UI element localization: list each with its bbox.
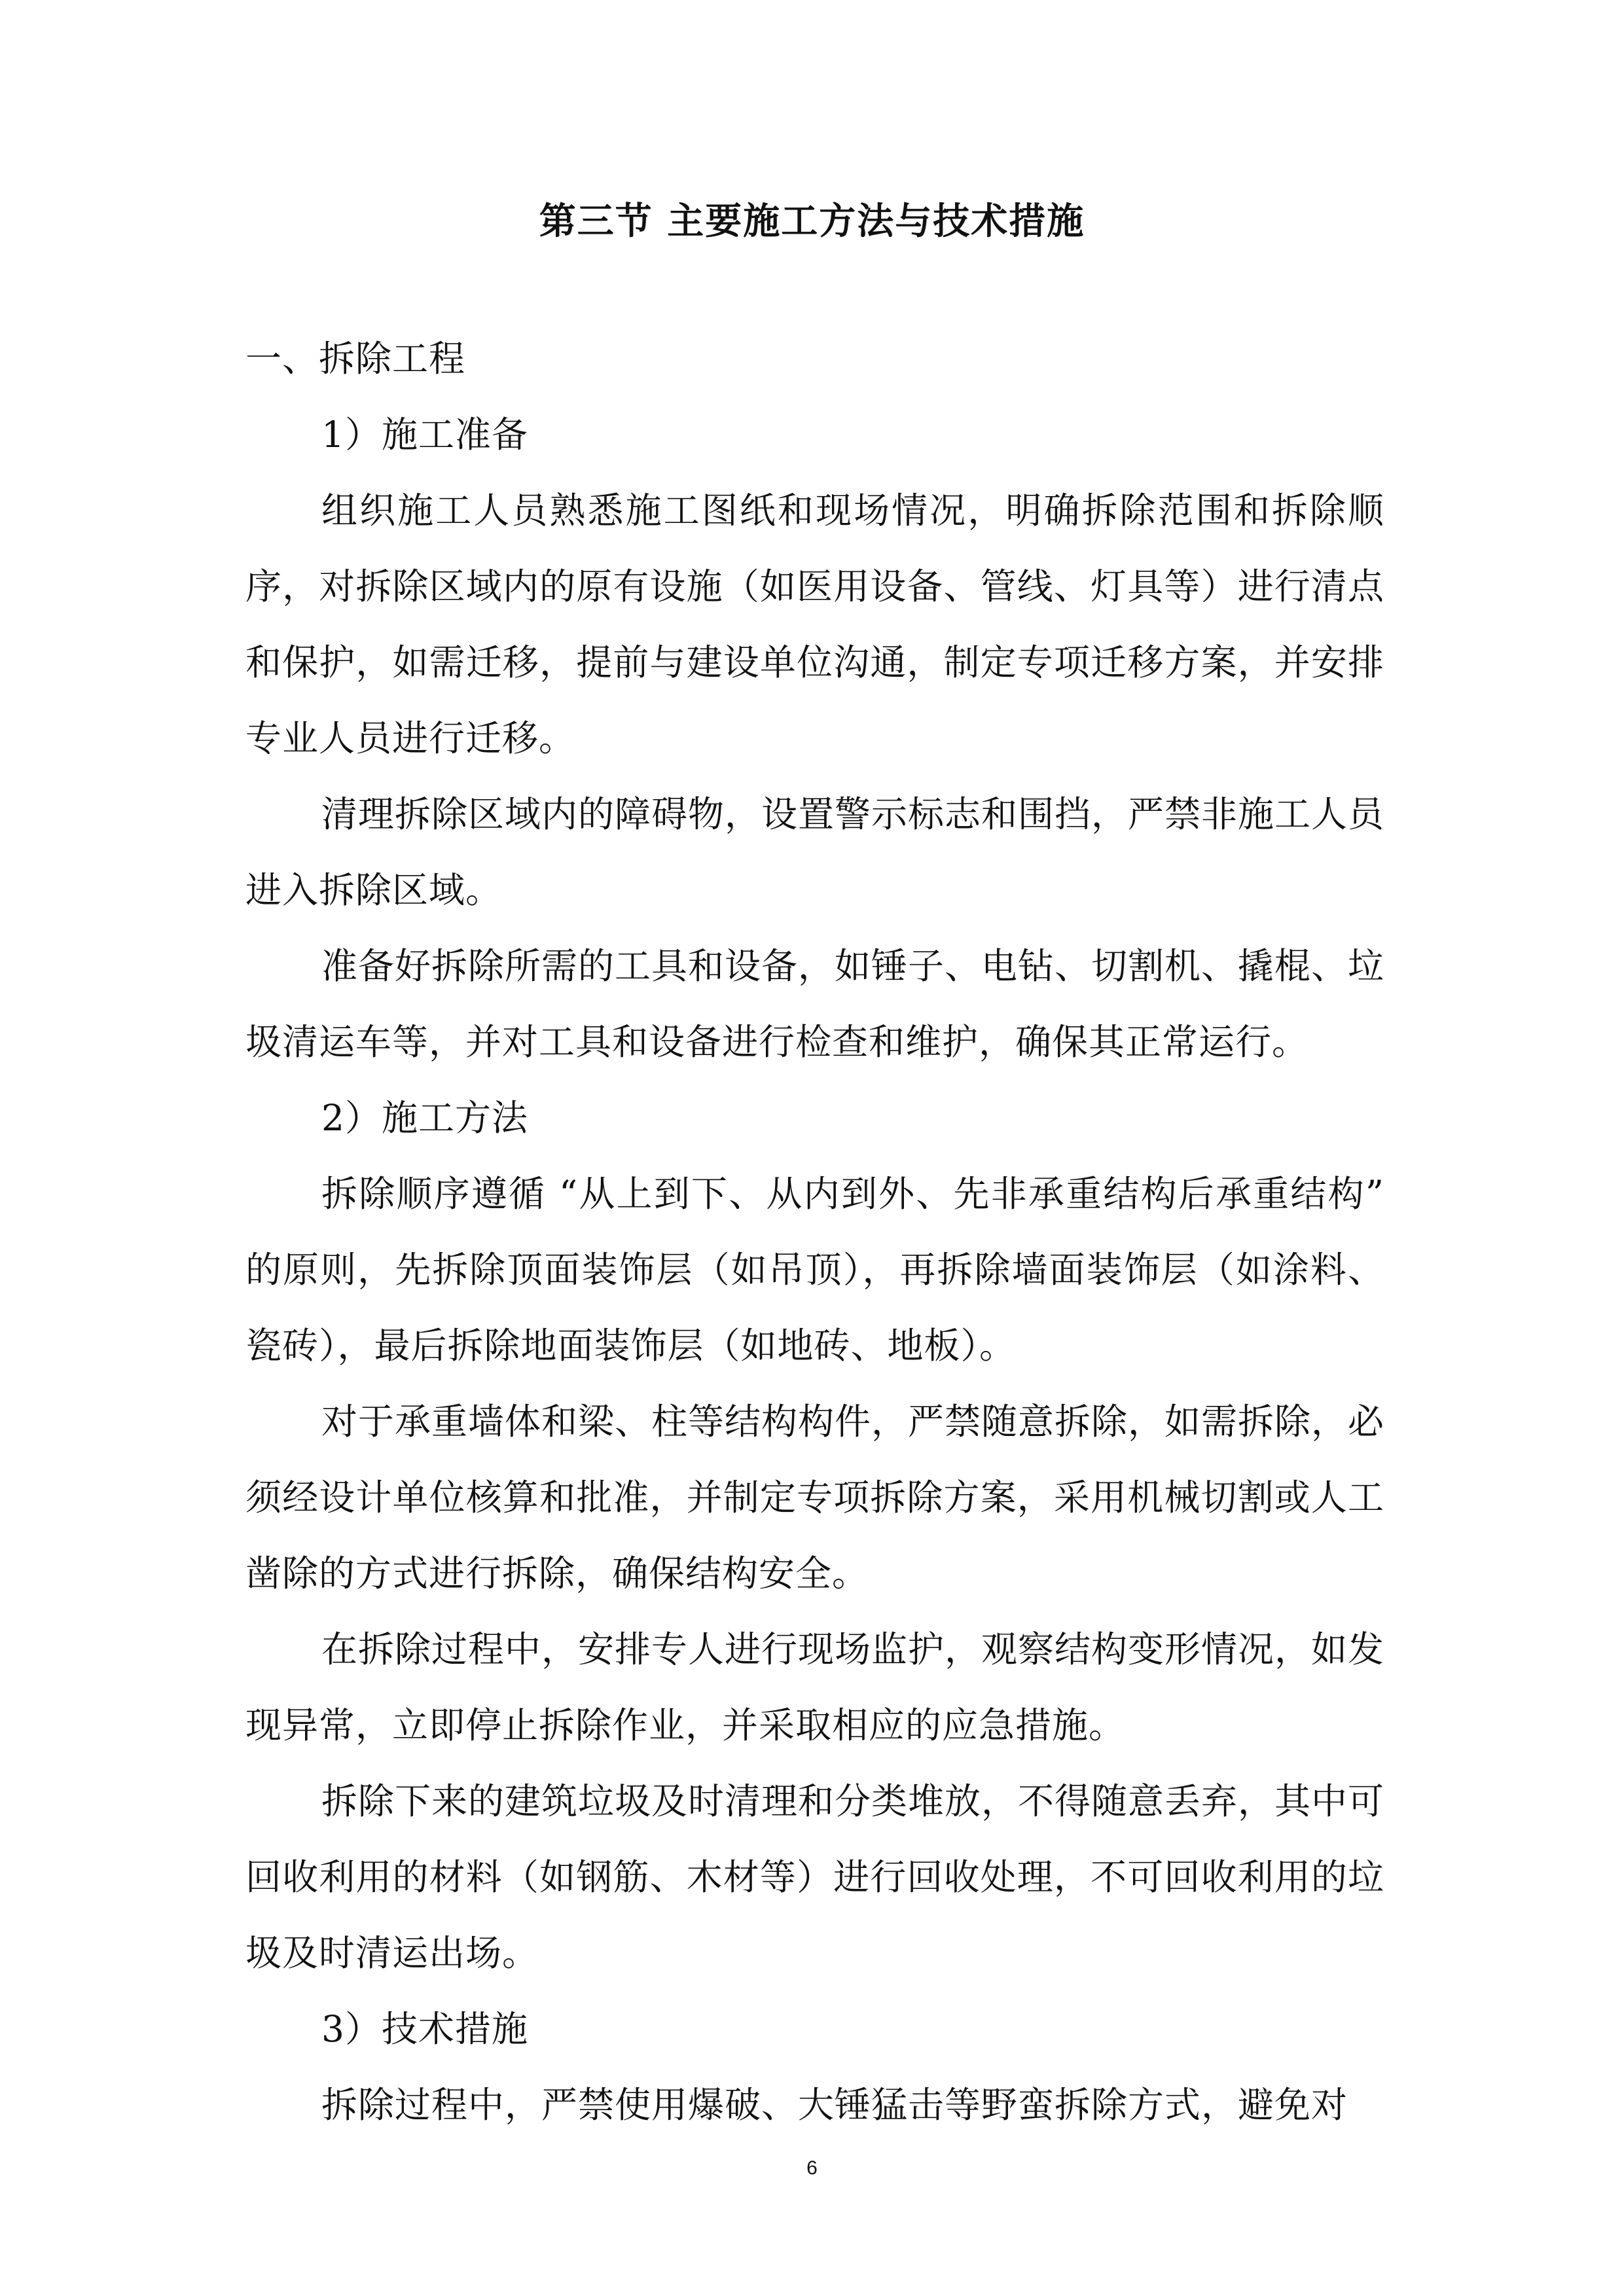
page-number: 6 — [806, 2157, 818, 2179]
paragraph: 拆除下来的建筑垃圾及时清理和分类堆放，不得随意丢弃，其中可回收利用的材料（如钢筋、木材等）进行回收处理，不可回收利用的垃圾及时清运出场。 — [245, 1780, 1385, 1974]
paragraph: 在拆除过程中，安排专人进行现场监护，观察结构变形情况，如发现异常，立即停止拆除作业，并采取相应的应急措施。 — [245, 1628, 1385, 1746]
paragraph: 清理拆除区域内的障碍物，设置警示标志和围挡，严禁非施工人员进入拆除区域。 — [245, 793, 1385, 911]
section-heading: 一、拆除工程 — [245, 338, 466, 380]
paragraph: 拆除顺序遵循 “从上到下、从内到外、先非承重结构后承重结构” 的原则，先拆除顶面装饰层（如吊顶），再拆除墙面装饰层（如涂料、瓷砖），最后拆除地面装饰层（如地砖、地板）。 — [245, 1173, 1384, 1367]
document-body — [245, 321, 1384, 2143]
section-title: 第三节 主要施工方法与技术措施 — [539, 200, 1085, 243]
paragraph: 组织施工人员熟悉施工图纸和现场情况，明确拆除范围和拆除顺序，对拆除区域内的原有设施（如医用设备、管线、灯具等）进行清点和保护，如需迁移，提前与建设单位沟通，制定专项迁移方案，并安排专业人员进行迁移。 — [245, 490, 1384, 759]
subsection-heading: 2）施工方法 — [321, 1097, 528, 1139]
subsection-heading: 1）施工准备 — [321, 414, 528, 456]
paragraph: 拆除过程中，严禁使用爆破、大锤猛击等野蛮拆除方式，避免对 — [321, 2084, 1348, 2126]
paragraph: 对于承重墙体和梁、柱等结构构件，严禁随意拆除，如需拆除，必须经设计单位核算和批准，并制定专项拆除方案，采用机械切割或人工凿除的方式进行拆除，确保结构安全。 — [245, 1401, 1385, 1594]
paragraph: 准备好拆除所需的工具和设备，如锤子、电钻、切割机、撬棍、垃圾清运车等，并对工具和设备进行检查和维护，确保其正常运行。 — [245, 945, 1385, 1063]
subsection-heading: 3）技术措施 — [321, 2008, 528, 2050]
